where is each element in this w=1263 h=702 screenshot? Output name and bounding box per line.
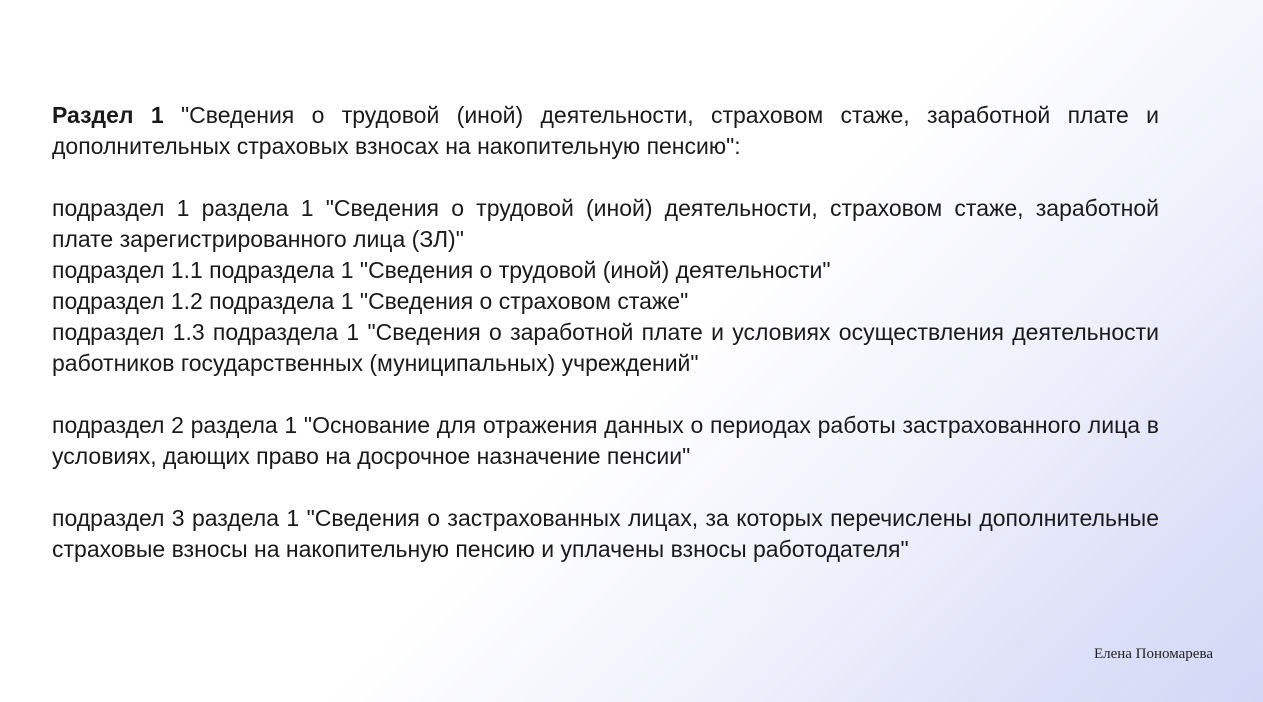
subsection-1: подраздел 1 раздела 1 "Сведения о трудовой (иной) деятельности, страховом стаже, заработной плате зарегистрированного лица (ЗЛ)": [52, 195, 1159, 252]
spacer: [52, 162, 1159, 193]
subsection-1-2: подраздел 1.2 подраздела 1 "Сведения о страховом стаже": [52, 288, 689, 314]
subsection-3: подраздел 3 раздела 1 "Сведения о застрахованных лицах, за которых перечислены дополнительные страховые взносы на накопительную пенсию и уплачены взносы работодателя": [52, 505, 1159, 562]
spacer: [52, 379, 1159, 410]
author-name: Елена Пономарева: [1093, 646, 1213, 662]
subsection-1-1: подраздел 1.1 подраздела 1 "Сведения о трудовой (иной) деятельности": [52, 257, 831, 283]
section-heading: [52, 100, 1159, 162]
subsection-1-3: подраздел 1.3 подраздела 1 "Сведения о заработной плате и условиях осуществления деятельности работников государственных (муниципальных) учреждений": [52, 319, 1159, 376]
section-label: Раздел 1: [52, 102, 164, 128]
subsection-2: подраздел 2 раздела 1 "Основание для отражения данных о периодах работы застрахованного лица в условиях, дающих право на досрочное назначение пенсии": [52, 412, 1159, 469]
slide-body: [52, 100, 1159, 565]
section-title: "Сведения о трудовой (иной) деятельности, страховом стаже, заработной плате и дополнительных страховых взносах на накопительную пенсию":: [52, 102, 1159, 159]
spacer: [52, 472, 1159, 503]
